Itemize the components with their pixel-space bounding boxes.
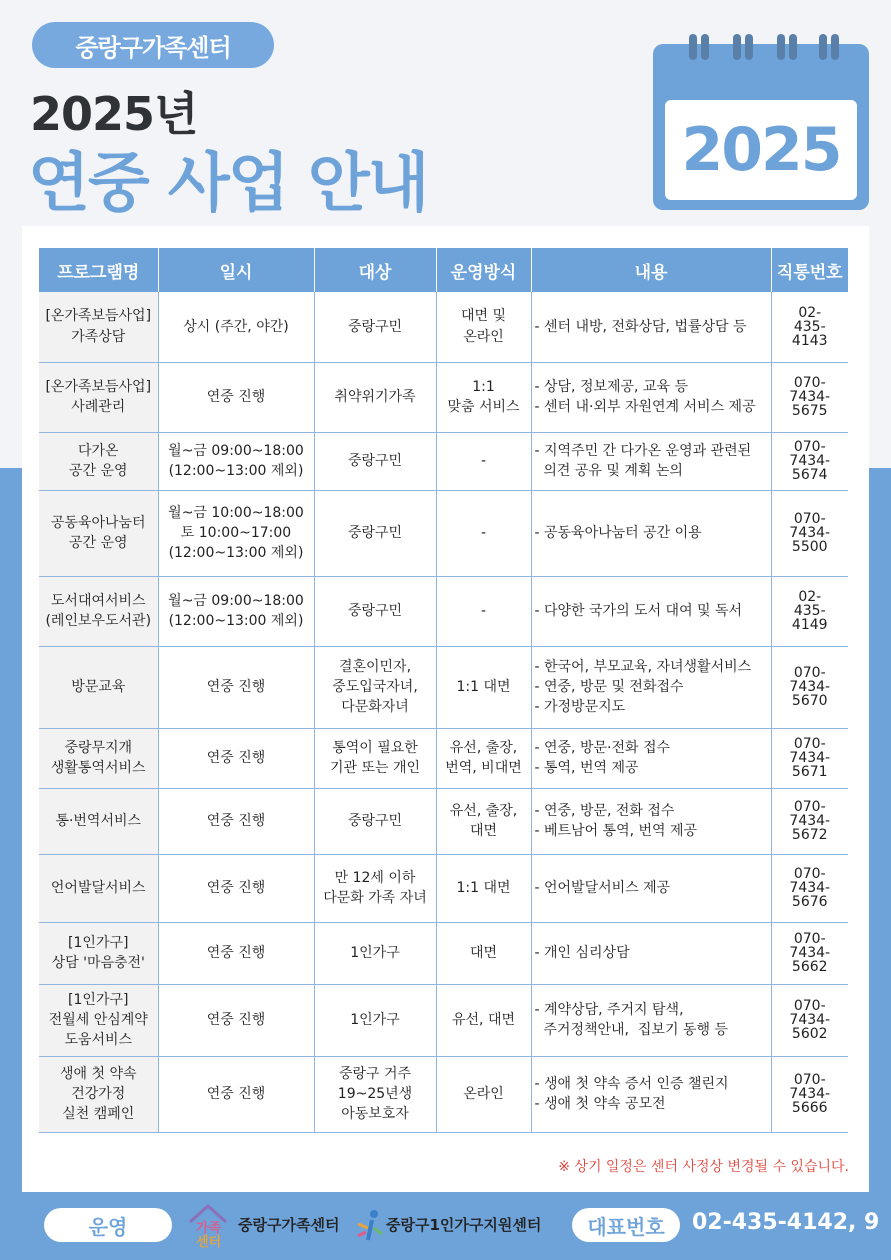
phone-cell	[771, 432, 848, 490]
cell-line: - 언어발달서비스 제공	[534, 879, 671, 896]
svg-text:가족: 가족	[196, 1221, 222, 1236]
cell-line: 02-	[798, 589, 822, 605]
program-name-cell	[39, 728, 158, 788]
target-cell	[314, 292, 436, 362]
cell-line: 연중 진행	[206, 1011, 266, 1028]
content-cell	[531, 362, 771, 432]
cell-line: 아동보호자	[341, 1106, 409, 1123]
cell-line: -	[480, 524, 487, 541]
calendar-ring	[777, 34, 785, 60]
cell-line: 상담 '마음충전'	[51, 955, 145, 971]
cell-line: 유선, 대면	[452, 1011, 515, 1028]
cell-line: 중랑구민	[347, 812, 403, 829]
column-header: 프로그램명	[39, 248, 158, 292]
cell-line: 대면	[469, 944, 498, 961]
column-header: 일시	[158, 248, 314, 292]
cell-line: 취약위기가족	[334, 388, 416, 405]
schedule-cell	[158, 728, 314, 788]
cell-line: 5500	[791, 539, 828, 555]
cell-line: - 지역주민 간 다가온 운영과 관련된	[534, 442, 752, 459]
program-table	[39, 248, 848, 1133]
table-row	[39, 984, 848, 1056]
cell-line: 공간 운영	[68, 463, 128, 479]
table-row	[39, 292, 848, 362]
cell-line: 5662	[791, 959, 828, 975]
content-cell	[531, 292, 771, 362]
content-cell	[531, 646, 771, 728]
program-name-cell	[39, 362, 158, 432]
cell-line: - 센터 내방, 전화상담, 법률상담 등	[534, 318, 747, 335]
schedule-cell	[158, 922, 314, 984]
cell-line: 언어발달서비스	[50, 879, 146, 896]
content-cell	[531, 854, 771, 922]
cell-line: 연중 진행	[206, 749, 266, 766]
cell-line: 7434-	[789, 880, 831, 896]
cell-line: 실천 캠페인	[62, 1106, 135, 1123]
column-header: 운영방식	[436, 248, 531, 292]
cell-line: 070-	[793, 998, 826, 1014]
method-cell	[436, 788, 531, 854]
cell-line: [1인가구]	[68, 991, 129, 1008]
cell-line: (12:00~13:00 제외)	[168, 613, 304, 629]
cell-line: 070-	[793, 1072, 826, 1088]
cell-line: 통역이 필요한	[332, 739, 418, 756]
cell-line: 상시 (주간, 야간)	[183, 318, 289, 335]
cell-line: 만 12세 이하	[334, 869, 416, 886]
cell-line: (12:00~13:00 제외)	[168, 545, 304, 562]
cell-line: 토 10:00~17:00	[180, 524, 292, 541]
cell-line: - 통역, 번역 제공	[534, 760, 639, 776]
target-cell	[314, 490, 436, 576]
schedule-cell	[158, 788, 314, 854]
cell-line: 070-	[793, 866, 826, 882]
cell-line: - 다양한 국가의 도서 대여 및 독서	[534, 602, 743, 619]
cell-line: 번역, 비대면	[445, 760, 522, 776]
method-cell	[436, 432, 531, 490]
method-cell	[436, 576, 531, 646]
cell-line: 생애 첫 약속	[59, 1065, 137, 1082]
schedule-cell	[158, 1056, 314, 1132]
target-cell	[314, 432, 436, 490]
cell-line: 5676	[791, 894, 828, 910]
cell-line: 월~금 09:00~18:00	[168, 592, 304, 609]
cell-line: - 생애 첫 약속 증서 인증 챌린지	[534, 1075, 729, 1092]
content-cell	[531, 576, 771, 646]
cell-line: 5666	[791, 1100, 828, 1116]
cell-line: 7434-	[789, 1012, 831, 1028]
calendar-year: 2025	[665, 100, 857, 200]
cell-line: 5670	[791, 693, 828, 709]
table-row	[39, 646, 848, 728]
family-center-logo	[186, 1202, 230, 1248]
cell-line: 유선, 출장,	[449, 802, 518, 819]
calendar-ring	[831, 34, 839, 60]
phone-cell	[771, 576, 848, 646]
table-row	[39, 362, 848, 432]
column-header: 대상	[314, 248, 436, 292]
cell-line: 02-	[798, 304, 822, 321]
schedule-cell	[158, 490, 314, 576]
cell-line: 공동육아나눔터	[50, 514, 146, 531]
calendar-icon	[653, 34, 869, 210]
cell-line: 생활통역서비스	[50, 760, 146, 776]
schedule-cell	[158, 646, 314, 728]
target-cell	[314, 362, 436, 432]
cell-line: 070-	[793, 799, 826, 815]
method-cell	[436, 728, 531, 788]
cell-line: 1:1 대면	[456, 678, 511, 695]
cell-line: 중도입국자녀,	[332, 678, 418, 695]
cell-line: - 연중, 방문·전화 접수	[534, 739, 670, 756]
phone-cell	[771, 646, 848, 728]
phone-cell	[771, 854, 848, 922]
cell-line: 중랑구민	[347, 524, 403, 541]
cell-line: 7434-	[789, 750, 831, 766]
cell-line: 방문교육	[71, 678, 126, 695]
cell-line: 도서대여서비스	[50, 592, 146, 609]
cell-line: - 가정방문지도	[534, 699, 626, 716]
method-cell	[436, 854, 531, 922]
table-row	[39, 854, 848, 922]
cell-line: - 연중, 방문 및 전화접수	[534, 678, 684, 695]
cell-line: 7434-	[789, 679, 831, 695]
org-single-household-center: 중랑구1인가구지원센터	[386, 1216, 542, 1234]
schedule-note: ※ 상기 일정은 센터 사정상 변경될 수 있습니다.	[558, 1159, 849, 1175]
cell-line: 중랑무지개	[64, 739, 133, 756]
center-name-badge: 중랑구가족센터	[32, 22, 274, 68]
phone-cell	[771, 922, 848, 984]
cell-line: 연중 진행	[206, 812, 266, 829]
calendar-ring	[701, 34, 709, 60]
cell-line: 다문화자녀	[341, 699, 409, 716]
table-header-row	[39, 248, 848, 292]
cell-line: 의견 공유 및 계획 논의	[534, 463, 683, 479]
cell-line: 070-	[793, 931, 826, 947]
target-cell	[314, 728, 436, 788]
target-cell	[314, 646, 436, 728]
cell-line: 월~금 09:00~18:00	[168, 442, 304, 459]
cell-line: - 상담, 정보제공, 교육 등	[534, 378, 688, 395]
cell-line: 사례관리	[71, 399, 126, 415]
cell-line: 7434-	[789, 389, 831, 405]
cell-line: 435-	[793, 603, 826, 619]
cell-line: 도움서비스	[64, 1032, 133, 1049]
content-cell	[531, 788, 771, 854]
calendar-ring	[819, 34, 827, 60]
cell-line: 연중 진행	[206, 944, 266, 961]
cell-line: 070-	[793, 736, 826, 752]
calendar-ring	[689, 34, 697, 60]
schedule-cell	[158, 576, 314, 646]
schedule-cell	[158, 432, 314, 490]
cell-line: (레인보우도서관)	[45, 613, 152, 629]
cell-line: - 베트남어 통역, 번역 제공	[534, 823, 698, 839]
cell-line: - 한국어, 부모교육, 자녀생활서비스	[534, 658, 752, 675]
content-cell	[531, 1056, 771, 1132]
content-cell	[531, 728, 771, 788]
method-cell	[436, 922, 531, 984]
target-cell	[314, 854, 436, 922]
schedule-cell	[158, 362, 314, 432]
cell-line: (12:00~13:00 제외)	[168, 463, 304, 479]
phone-cell	[771, 490, 848, 576]
table-row	[39, 922, 848, 984]
phone-cell	[771, 292, 848, 362]
calendar-ring	[789, 34, 797, 60]
phone-cell	[771, 362, 848, 432]
column-header: 내용	[531, 248, 771, 292]
cell-line: 연중 진행	[206, 678, 266, 695]
phone-cell	[771, 1056, 848, 1132]
cell-line: - 센터 내·외부 자원연계 서비스 제공	[534, 399, 756, 415]
cell-line: -	[480, 452, 487, 469]
org-family-center: 중랑구가족센터	[238, 1216, 340, 1234]
cell-line: [온가족보듬사업]	[45, 378, 152, 395]
schedule-cell	[158, 292, 314, 362]
cell-line: - 개인 심리상담	[534, 944, 630, 961]
cell-line: 전월세 안심계약	[48, 1011, 148, 1028]
method-cell	[436, 646, 531, 728]
cell-line: 중랑구민	[347, 318, 403, 335]
cell-line: 대면 및	[460, 308, 507, 325]
calendar-ring	[733, 34, 741, 60]
cell-line: 가족상담	[71, 328, 126, 345]
program-name-cell	[39, 292, 158, 362]
cell-line: 1:1 대면	[456, 879, 511, 896]
cell-line: 5675	[791, 403, 828, 419]
method-cell	[436, 1056, 531, 1132]
main-phone-number: 02-435-4142, 9	[692, 1210, 880, 1235]
table-row	[39, 490, 848, 576]
method-cell	[436, 362, 531, 432]
cell-line: 맞춤 서비스	[447, 399, 520, 415]
schedule-cell	[158, 984, 314, 1056]
cell-line: 19~25년생	[337, 1085, 413, 1102]
cell-line: 4149	[791, 617, 828, 633]
cell-line: - 계약상담, 주거지 탐색,	[534, 1001, 684, 1018]
cell-line: 온라인	[463, 1085, 504, 1102]
method-cell	[436, 984, 531, 1056]
single-household-logo-icon	[356, 1208, 384, 1242]
cell-line: 결혼이민자,	[338, 658, 412, 675]
phone-cell	[771, 788, 848, 854]
cell-line: 070-	[793, 511, 826, 527]
cell-line: 1:1	[472, 378, 495, 395]
table-row	[39, 576, 848, 646]
cell-line: 연중 진행	[206, 388, 266, 405]
footer-bar	[0, 1196, 891, 1260]
content-cell	[531, 984, 771, 1056]
cell-line: [1인가구]	[68, 934, 129, 951]
program-name-cell	[39, 984, 158, 1056]
cell-line: 다가온	[77, 442, 119, 459]
table-row	[39, 728, 848, 788]
cell-line: 중랑구민	[347, 602, 403, 619]
method-cell	[436, 490, 531, 576]
table-row	[39, 788, 848, 854]
cell-line: 온라인	[463, 328, 504, 345]
target-cell	[314, 788, 436, 854]
cell-line: - 생애 첫 약속 공모전	[534, 1096, 666, 1112]
program-name-cell	[39, 788, 158, 854]
content-cell	[531, 432, 771, 490]
cell-line: 월~금 10:00~18:00	[168, 504, 304, 521]
phone-cell	[771, 984, 848, 1056]
cell-line: 연중 진행	[206, 879, 266, 896]
cell-line: 5674	[791, 467, 828, 483]
cell-line: 1인가구	[350, 1011, 400, 1028]
cell-line: 070-	[793, 439, 826, 455]
cell-line: 7434-	[789, 945, 831, 961]
cell-line: [온가족보듬사업]	[45, 308, 152, 325]
cell-line: 중랑구 거주	[338, 1065, 412, 1082]
cell-line: 대면	[469, 823, 498, 839]
schedule-cell	[158, 854, 314, 922]
cell-line: 공간 운영	[68, 535, 128, 551]
main-title: 연중 사업 안내	[28, 147, 428, 221]
table-row	[39, 1056, 848, 1132]
phone-cell	[771, 728, 848, 788]
cell-line: 7434-	[789, 813, 831, 829]
calendar-body	[653, 44, 869, 210]
program-name-cell	[39, 576, 158, 646]
cell-line: 7434-	[789, 1086, 831, 1102]
operation-label: 운영	[44, 1208, 172, 1242]
column-header: 직통번호	[771, 248, 848, 292]
cell-line: 070-	[793, 375, 826, 391]
table-body	[39, 292, 848, 1132]
cell-line: 5672	[791, 827, 828, 843]
cell-line: 435-	[793, 318, 826, 335]
schedule-card	[22, 226, 869, 1192]
cell-line: 5602	[791, 1026, 828, 1042]
cell-line: 유선, 출장,	[449, 739, 518, 756]
year-title: 2025년	[30, 87, 198, 141]
program-name-cell	[39, 490, 158, 576]
cell-line: 5671	[791, 764, 828, 780]
target-cell	[314, 922, 436, 984]
program-name-cell	[39, 432, 158, 490]
program-name-cell	[39, 922, 158, 984]
cell-line: 중랑구민	[347, 452, 403, 469]
cell-line: 7434-	[789, 525, 831, 541]
target-cell	[314, 984, 436, 1056]
cell-line: 다문화 가족 자녀	[323, 890, 427, 906]
cell-line: 연중 진행	[206, 1085, 266, 1102]
cell-line: - 공동육아나눔터 공간 이용	[534, 524, 702, 541]
calendar-ring	[745, 34, 753, 60]
cell-line: 070-	[793, 665, 826, 681]
cell-line: 1인가구	[350, 944, 400, 961]
main-phone-label: 대표번호	[572, 1208, 680, 1242]
program-name-cell	[39, 1056, 158, 1132]
target-cell	[314, 576, 436, 646]
program-name-cell	[39, 854, 158, 922]
target-cell	[314, 1056, 436, 1132]
table-row	[39, 432, 848, 490]
cell-line: -	[480, 602, 487, 619]
content-cell	[531, 922, 771, 984]
cell-line: - 연중, 방문, 전화 접수	[534, 802, 675, 819]
cell-line: 기관 또는 개인	[329, 760, 421, 776]
cell-line: 7434-	[789, 453, 831, 469]
program-name-cell	[39, 646, 158, 728]
cell-line: 건강가정	[71, 1085, 126, 1102]
content-cell	[531, 490, 771, 576]
method-cell	[436, 292, 531, 362]
svg-text:센터: 센터	[196, 1235, 222, 1248]
cell-line: 4143	[791, 332, 828, 349]
cell-line: 통·번역서비스	[55, 812, 142, 829]
cell-line: 주거정책안내, 집보기 동행 등	[534, 1022, 728, 1038]
